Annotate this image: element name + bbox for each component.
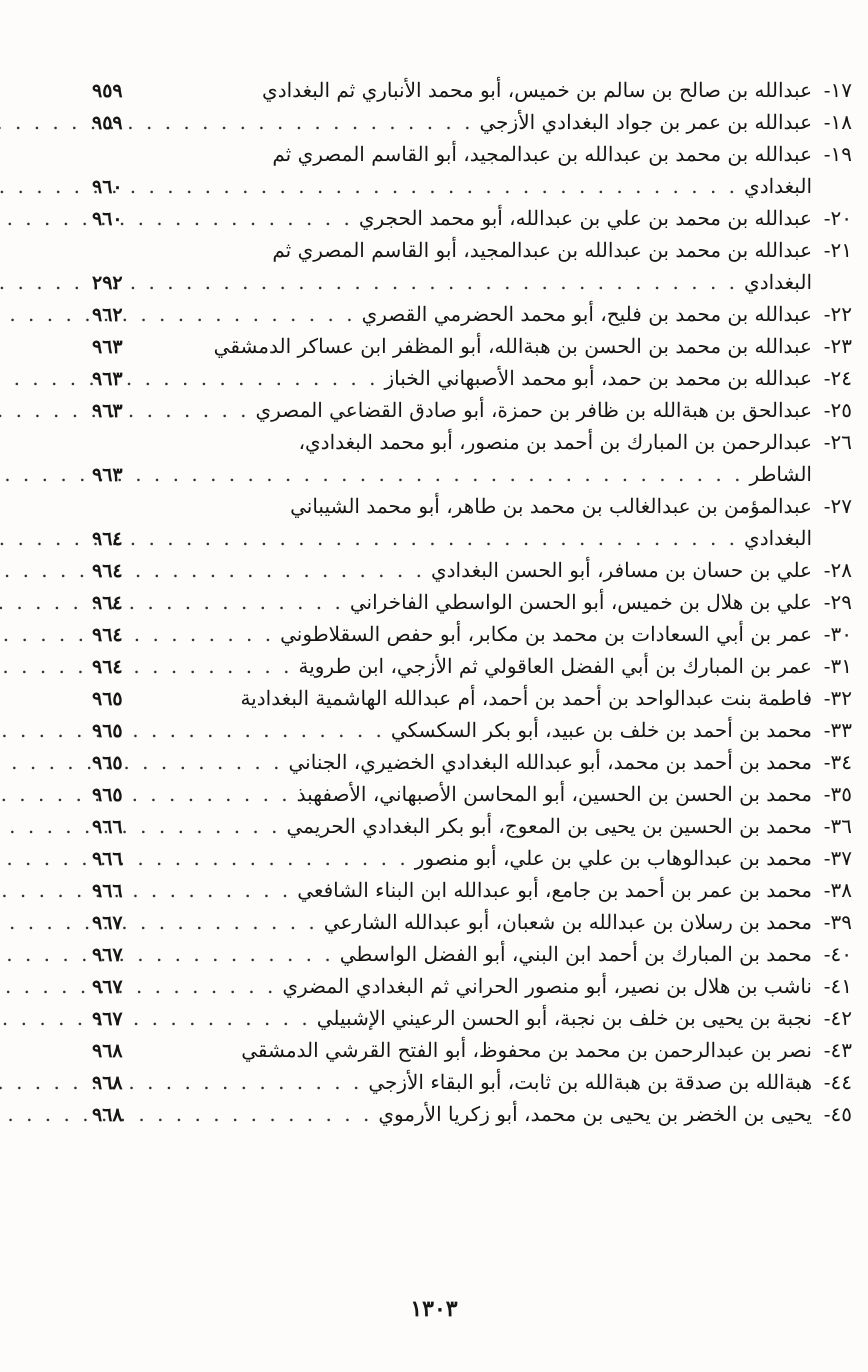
index-entry: [92, 234, 852, 298]
entry-title: عمر بن المبارك بن أبي الفضل العاقولي ثم الأزجي، ابن طروية: [298, 654, 812, 678]
entry-page-ref: ٩٦٦: [92, 880, 123, 902]
entry-number: ١٧-: [823, 78, 852, 102]
entry-line: [92, 554, 852, 586]
entry-page-ref: ٩٦٧: [92, 976, 123, 998]
entry-title: هبةالله بن صدقة بن هبةالله بن ثابت، أبو البقاء الأزجي: [368, 1070, 812, 1094]
entry-line: [92, 170, 852, 202]
entry-title: عبدالله بن محمد بن الحسن بن هبةالله، أبو المظفر ابن عساكر الدمشقي: [213, 334, 812, 358]
entry-title: علي بن حسان بن مسافر، أبو الحسن البغدادي: [430, 558, 812, 582]
entry-line: [92, 74, 852, 106]
entry-title: عمر بن أبي السعادات بن محمد بن مكابر، أبو حفص السقلاطوني: [280, 622, 812, 646]
index-entry: [92, 394, 852, 426]
entry-line: [92, 362, 852, 394]
entry-title: محمد بن المبارك بن أحمد ابن البني، أبو الفضل الواسطي: [339, 942, 812, 966]
index-entry: [92, 1098, 852, 1130]
index-entry: [92, 106, 852, 138]
entry-page-ref: ٢٩٢: [92, 272, 123, 294]
index-entry: [92, 298, 852, 330]
entry-number: ٢٥-: [823, 398, 852, 422]
dot-leader: [152, 522, 744, 554]
dot-leader: [152, 906, 324, 938]
entry-title: البغدادي: [744, 526, 812, 550]
index-entry: [92, 1034, 852, 1066]
index-entry: [92, 970, 852, 1002]
entry-page-ref: ٩٦٢: [92, 304, 123, 326]
entry-title: محمد بن الحسين بن يحيى بن المعوج، أبو بكر البغدادي الحريمي: [286, 814, 812, 838]
entry-line: [92, 234, 852, 266]
entry-line: [92, 874, 852, 906]
entry-page-ref: ٩٦٤: [92, 656, 123, 678]
entry-page-ref: ٩٦٧: [92, 944, 123, 966]
entry-line: [92, 458, 852, 490]
entry-line: [92, 138, 852, 170]
entry-line: [92, 1066, 852, 1098]
dot-leader: [152, 842, 415, 874]
entry-line: [92, 970, 852, 1002]
dot-leader: [152, 458, 749, 490]
entry-page-ref: ٩٦٨: [92, 1072, 123, 1094]
entry-line: [92, 778, 852, 810]
index-entry: [92, 746, 852, 778]
entry-number: ٣٣-: [823, 718, 852, 742]
entry-line: [92, 394, 852, 426]
entry-title: عبدالله بن صالح بن سالم بن خميس، أبو محمد الأنباري ثم البغدادي: [262, 78, 812, 102]
dot-leader: [152, 586, 350, 618]
index-entry: [92, 426, 852, 490]
entry-page-ref: ٩٦٣: [92, 400, 123, 422]
index-entry: [92, 874, 852, 906]
entry-number: ٤٠-: [823, 942, 852, 966]
dot-leader: [152, 298, 362, 330]
entry-page-ref: ٩٦٤: [92, 624, 123, 646]
entry-line: [92, 202, 852, 234]
entry-line: [92, 1034, 852, 1066]
entry-title: البغدادي: [744, 270, 812, 294]
entry-number: ٣٨-: [823, 878, 852, 902]
dot-leader: [152, 970, 282, 1002]
entry-page-ref: ٩٦٤: [92, 592, 123, 614]
entry-title: محمد بن الحسن بن الحسين، أبو المحاسن الأصبهاني، الأصفهبذ: [296, 782, 812, 806]
index-entry: [92, 682, 852, 714]
entry-number: ٣٧-: [823, 846, 852, 870]
entry-page-ref: ٩٦٥: [92, 720, 123, 742]
index-entry: [92, 618, 852, 650]
dot-leader: [152, 874, 297, 906]
entry-line: [92, 106, 852, 138]
entry-line: [92, 810, 852, 842]
entry-page-ref: ٩٦٤: [92, 528, 123, 550]
entry-page-ref: ٩٦٥: [92, 784, 123, 806]
entry-number: ٢٣-: [823, 334, 852, 358]
entry-title: نجبة بن يحيى بن خلف بن نجبة، أبو الحسن الرعيني الإشبيلي: [316, 1006, 812, 1030]
dot-leader: [152, 362, 385, 394]
entry-page-ref: ٩٥٩: [92, 112, 123, 134]
entry-number: ٢٦-: [823, 430, 852, 454]
entry-number: ١٨-: [823, 110, 852, 134]
index-entry: [92, 202, 852, 234]
entry-line: [92, 586, 852, 618]
entry-page-ref: ٩٦٥: [92, 688, 123, 710]
entry-page-ref: ٩٦٨: [92, 1040, 123, 1062]
dot-leader: [152, 106, 480, 138]
entry-title: محمد بن رسلان بن عبدالله بن شعبان، أبو عبدالله الشارعي: [323, 910, 812, 934]
dot-leader: [152, 778, 297, 810]
dot-leader: [152, 618, 280, 650]
entry-page-ref: ٩٦٦: [92, 848, 123, 870]
index-entry: [92, 586, 852, 618]
entry-line: [92, 330, 852, 362]
index-list: [92, 74, 852, 1130]
dot-leader: [152, 554, 431, 586]
dot-leader: [152, 266, 744, 298]
entry-number: ٣٥-: [823, 782, 852, 806]
index-entry: [92, 1066, 852, 1098]
entry-title: عبدالرحمن بن المبارك بن أحمد بن منصور، أبو محمد البغدادي،: [298, 430, 812, 454]
entry-number: ٣٠-: [823, 622, 852, 646]
entry-line: [92, 906, 852, 938]
entry-number: ٣٢-: [823, 686, 852, 710]
dot-leader: [152, 202, 359, 234]
entry-number: ٤٤-: [823, 1070, 852, 1094]
entry-number: ٢٩-: [823, 590, 852, 614]
index-entry: [92, 138, 852, 202]
dot-leader: [152, 714, 391, 746]
entry-number: ٢٧-: [823, 494, 852, 518]
entry-page-ref: ٩٦٧: [92, 912, 123, 934]
entry-title: عبدالله بن محمد بن عبدالله بن عبدالمجيد، أبو القاسم المصري ثم: [272, 142, 812, 166]
index-entry: [92, 906, 852, 938]
entry-title: عبدالحق بن هبةالله بن ظافر بن حمزة، أبو صادق القضاعي المصري: [255, 398, 812, 422]
entry-number: ٢١-: [823, 238, 852, 262]
entry-title: الشاطر: [749, 462, 812, 486]
entry-title: عبدالمؤمن بن عبدالغالب بن محمد بن طاهر، أبو محمد الشيباني: [290, 494, 812, 518]
entry-page-ref: ٩٦٤: [92, 560, 123, 582]
entry-number: ٣٤-: [823, 750, 852, 774]
entry-title: عبدالله بن محمد بن عبدالله بن عبدالمجيد، أبو القاسم المصري ثم: [272, 238, 812, 262]
entry-line: [92, 938, 852, 970]
index-entry: [92, 490, 852, 554]
entry-line: [92, 842, 852, 874]
entry-line: [92, 266, 852, 298]
index-entry: [92, 938, 852, 970]
entry-page-ref: ٩٦٧: [92, 1008, 123, 1030]
index-entry: [92, 1002, 852, 1034]
entry-title: محمد بن أحمد بن محمد، أبو عبدالله البغدادي الخضيري، الجناني: [288, 750, 812, 774]
entry-title: يحيى بن الخضر بن يحيى بن محمد، أبو زكريا الأرموي: [378, 1102, 812, 1126]
entry-number: ٢٨-: [823, 558, 852, 582]
index-entry: [92, 554, 852, 586]
entry-title: فاطمة بنت عبدالواحد بن أحمد بن أحمد، أم عبدالله الهاشمية البغدادية: [240, 686, 812, 710]
entry-page-ref: ٩٦٠: [92, 208, 123, 230]
entry-line: [92, 426, 852, 458]
entry-page-ref: ٩٦٣: [92, 464, 123, 486]
entry-number: ٤١-: [823, 974, 852, 998]
entry-number: ٤٣-: [823, 1038, 852, 1062]
entry-number: ٣٦-: [823, 814, 852, 838]
index-entry: [92, 330, 852, 362]
entry-line: [92, 298, 852, 330]
entry-title: نصر بن عبدالرحمن بن محمد بن محفوظ، أبو الفتح القرشي الدمشقي: [241, 1038, 812, 1062]
entry-line: [92, 490, 852, 522]
entry-page-ref: ٩٦٦: [92, 816, 123, 838]
dot-leader: [152, 746, 289, 778]
entry-line: [92, 1098, 852, 1130]
entry-page-ref: ٩٦٨: [92, 1104, 123, 1126]
entry-line: [92, 522, 852, 554]
entry-line: [92, 682, 852, 714]
entry-line: [92, 650, 852, 682]
entry-number: ٢٠-: [823, 206, 852, 230]
entry-title: ناشب بن هلال بن نصير، أبو منصور الحراني ثم البغدادي المضري: [282, 974, 812, 998]
index-entry: [92, 714, 852, 746]
index-entry: [92, 778, 852, 810]
entry-title: علي بن هلال بن خميس، أبو الحسن الواسطي الفاخراني: [349, 590, 812, 614]
dot-leader: [152, 810, 287, 842]
entry-title: البغدادي: [744, 174, 812, 198]
entry-number: ٢٤-: [823, 366, 852, 390]
dot-leader: [152, 1002, 317, 1034]
dot-leader: [152, 938, 340, 970]
dot-leader: [152, 170, 744, 202]
entry-title: عبدالله بن محمد بن فليح، أبو محمد الحضرمي القصري: [361, 302, 812, 326]
entry-line: [92, 746, 852, 778]
entry-title: عبدالله بن عمر بن جواد البغدادي الأزجي: [479, 110, 812, 134]
entry-number: ٢٢-: [823, 302, 852, 326]
dot-leader: [152, 394, 256, 426]
index-entry: [92, 842, 852, 874]
entry-page-ref: ٩٦٠: [92, 176, 123, 198]
entry-line: [92, 714, 852, 746]
index-entry: [92, 362, 852, 394]
dot-leader: [152, 650, 298, 682]
entry-title: محمد بن عمر بن أحمد بن جامع، أبو عبدالله ابن البناء الشافعي: [297, 878, 812, 902]
entry-title: محمد بن عبدالوهاب بن علي بن علي، أبو منصور: [414, 846, 812, 870]
dot-leader: [152, 1066, 368, 1098]
index-entry: [92, 74, 852, 106]
entry-title: محمد بن أحمد بن خلف بن عبيد، أبو بكر السكسكي: [390, 718, 812, 742]
entry-page-ref: ٩٦٣: [92, 336, 123, 358]
page-number: ١٣٠٣: [410, 1296, 458, 1322]
entry-number: ٣٩-: [823, 910, 852, 934]
entry-number: ١٩-: [823, 142, 852, 166]
entry-number: ٣١-: [823, 654, 852, 678]
entry-line: [92, 618, 852, 650]
dot-leader: [152, 1098, 378, 1130]
entry-line: [92, 1002, 852, 1034]
entry-title: عبدالله بن محمد بن حمد، أبو محمد الأصبهاني الخباز: [384, 366, 812, 390]
entry-page-ref: ٩٦٣: [92, 368, 123, 390]
index-entry: [92, 810, 852, 842]
entry-number: ٤٥-: [823, 1102, 852, 1126]
entry-number: ٤٢-: [823, 1006, 852, 1030]
entry-page-ref: ٩٦٥: [92, 752, 123, 774]
index-entry: [92, 650, 852, 682]
entry-page-ref: ٩٥٩: [92, 80, 123, 102]
entry-title: عبدالله بن محمد بن علي بن عبدالله، أبو محمد الحجري: [358, 206, 812, 230]
